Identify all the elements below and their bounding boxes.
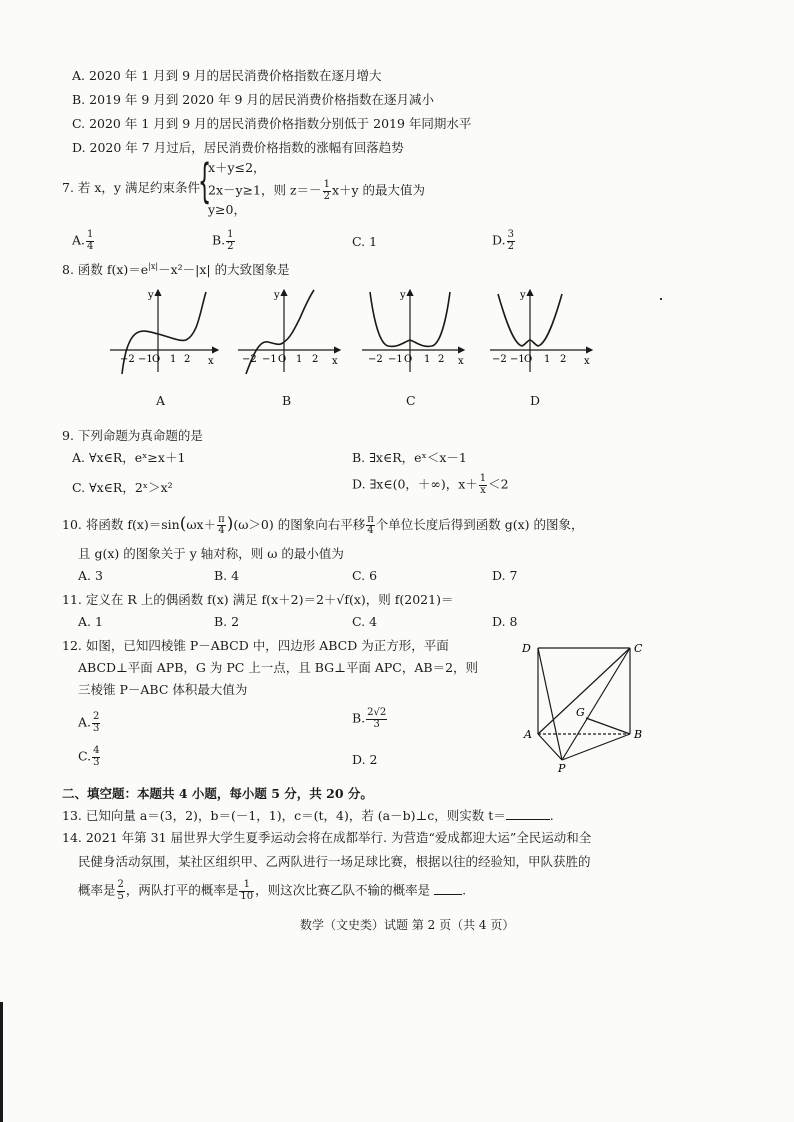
q12-label-d: D xyxy=(522,642,531,655)
q9-option-c: C. ∀x∈R，2ˣ＞x² xyxy=(72,480,173,495)
q12-label-a: A xyxy=(524,728,532,741)
q12-line-2: ABCD⊥平面 APB，G 为 PC 上一点，且 BG⊥平面 APC，AB＝2，则 xyxy=(78,660,479,675)
q11-option-d: D. 8 xyxy=(492,614,518,629)
q8-d-x-label: x xyxy=(584,356,590,367)
q12-option-d: D. 2 xyxy=(352,752,378,767)
q8-label-b: B xyxy=(282,393,292,408)
q6-option-c: C. 2020 年 1 月到 9 月的居民消费价格指数分别低于 2019 年同期水平 xyxy=(72,116,472,131)
q8-c-tick-1: 1 xyxy=(424,354,431,365)
q8-label-d: D xyxy=(530,393,541,408)
q13-answer-blank[interactable] xyxy=(506,819,550,820)
q8-c-tick-o: O xyxy=(404,354,413,365)
q8-d-tick-o: O xyxy=(524,354,533,365)
q8-d-tick-m1: −1 xyxy=(510,354,525,365)
q10-line-1: 10. 将函数 f(x)＝sin(ωx＋ $\frac{\pi}{4}$ )(ω＞0) 的图象向右平移 $\frac{\pi}{4}$ 个单位长度后得到函数 g(x) 的图象， xyxy=(62,513,584,536)
q14-line-2: 民健身活动氛围，某社区组织甲、乙两队进行一场足球比赛，根据以往的经验知，甲队获胜的 xyxy=(78,854,591,869)
q8-b-tick-o: O xyxy=(278,354,287,365)
q8-c-tick-m1: −1 xyxy=(388,354,403,365)
q9-option-b: B. ∃x∈R，eˣ＜x－1 xyxy=(352,450,467,465)
q9-stem: 9. 下列命题为真命题的是 xyxy=(62,428,203,443)
q8-b-tick-m1: −1 xyxy=(262,354,277,365)
q7-brace: { xyxy=(198,154,212,208)
q8-d-y-label: y xyxy=(520,290,526,301)
q8-b-tick-1: 1 xyxy=(296,354,303,365)
q7-constraint-3: y≥0， xyxy=(208,202,246,217)
q14-line-1: 14. 2021 年第 31 届世界大学生夏季运动会将在成都举行. 为营造“爱成都迎大运”全民运动和全 xyxy=(62,830,592,845)
q11-option-b: B. 2 xyxy=(214,614,240,629)
q12-option-c: C. $\frac{4}{3}$ xyxy=(78,745,100,768)
q12-option-a: A. $\frac{2}{3}$ xyxy=(78,711,100,734)
q7-option-b: B. $\frac{1}{2}$ xyxy=(212,229,234,252)
q10-option-b: B. 4 xyxy=(214,568,240,583)
q7-option-c: C. 1 xyxy=(352,234,378,249)
q8-d-tick-2: 2 xyxy=(560,354,567,365)
q8-b-tick-m2: −2 xyxy=(242,354,257,365)
q8-d-tick-m2: −2 xyxy=(492,354,507,365)
q8-c-tick-m2: −2 xyxy=(368,354,383,365)
q10-line-2: 且 g(x) 的图象关于 y 轴对称，则 ω 的最小值为 xyxy=(78,546,344,561)
q14-line-3: 概率是 $\frac{2}{5}$ ，两队打平的概率是 $\frac{1}{10}$ ，则这次比赛乙队不输的概率是 . xyxy=(78,879,467,902)
q8-a-tick-2: 2 xyxy=(184,354,191,365)
q9-option-d: D. ∃x∈(0，＋∞)，x＋ $\frac{1}{x}$ ＜2 xyxy=(352,473,509,496)
q11-option-a: A. 1 xyxy=(78,614,103,629)
scan-edge-mark xyxy=(0,1002,3,1122)
q8-c-x-label: x xyxy=(458,356,464,367)
q14-answer-blank[interactable] xyxy=(434,894,462,895)
q8-graphs xyxy=(108,282,608,378)
q7-stem: 7. 若 x，y 满足约束条件 xyxy=(62,180,200,195)
q12-label-c: C xyxy=(634,642,643,655)
q12-option-b: B. $\frac{2√2}{3}$ xyxy=(352,707,387,730)
q8-a-tick-m1: −1 xyxy=(138,354,153,365)
q10-option-d: D. 7 xyxy=(492,568,518,583)
q9-option-a: A. ∀x∈R，eˣ≥x＋1 xyxy=(72,450,186,465)
q8-a-tick-o: O xyxy=(152,354,161,365)
q8-c-y-label: y xyxy=(400,290,406,301)
q8-label-c: C xyxy=(406,393,416,408)
section-2-heading: 二、填空题：本题共 4 小题，每小题 5 分，共 20 分。 xyxy=(62,786,373,801)
q12-line-3: 三棱锥 P－ABC 体积最大值为 xyxy=(78,682,248,697)
q8-label-a: A xyxy=(156,393,166,408)
q12-label-p: P xyxy=(558,762,566,774)
q10-option-a: A. 3 xyxy=(78,568,103,583)
q8-b-y-label: y xyxy=(274,290,280,301)
q12-line-1: 12. 如图，已知四棱锥 P－ABCD 中，四边形 ABCD 为正方形，平面 xyxy=(62,638,449,653)
q6-option-d: D. 2020 年 7 月过后，居民消费价格指数的涨幅有回落趋势 xyxy=(72,140,404,155)
scan-dot xyxy=(660,298,662,300)
q8-d-tick-1: 1 xyxy=(544,354,551,365)
q7-option-a: A. $\frac{1}{4}$ xyxy=(72,229,94,252)
q8-a-tick-m2: −2 xyxy=(120,354,135,365)
q12-label-b: B xyxy=(634,728,643,741)
q11-stem: 11. 定义在 R 上的偶函数 f(x) 满足 f(x＋2)＝2＋√f(x)，则 f(2021)＝ xyxy=(62,592,454,607)
q12-label-g: G xyxy=(576,706,585,719)
q8-a-x-label: x xyxy=(208,356,214,367)
page-footer: 数学（文史类）试题 第 2 页（共 4 页） xyxy=(300,918,515,932)
q11-option-c: C. 4 xyxy=(352,614,378,629)
q13-stem: 13. 已知向量 a＝(3，2)，b＝(－1，1)，c＝(t，4)，若 (a－b)⊥c，则实数 t＝ . xyxy=(62,808,554,823)
q8-c-tick-2: 2 xyxy=(438,354,445,365)
q7-option-d: D. $\frac{3}{2}$ xyxy=(492,229,514,252)
q8-a-y-label: y xyxy=(148,290,154,301)
q10-option-c: C. 6 xyxy=(352,568,378,583)
q8-b-x-label: x xyxy=(332,356,338,367)
q6-option-b: B. 2019 年 9 月到 2020 年 9 月的居民消费价格指数在逐月减小 xyxy=(72,92,434,107)
q12-pyramid-figure xyxy=(518,638,648,774)
q8-b-tick-2: 2 xyxy=(312,354,319,365)
q7-constraint-1: x＋y≤2， xyxy=(208,160,266,175)
q6-option-a: A. 2020 年 1 月到 9 月的居民消费价格指数在逐月增大 xyxy=(72,68,382,83)
q7-constraint-2: 2x－y≥1，则 z＝－ $\frac{1}{2}$ x＋y 的最大值为 xyxy=(208,179,426,202)
q8-a-tick-1: 1 xyxy=(170,354,177,365)
q8-stem: 8. 函数 $f(x)=e^{|x|}-x^2-|x|$ 的大致图象是 xyxy=(62,262,290,278)
